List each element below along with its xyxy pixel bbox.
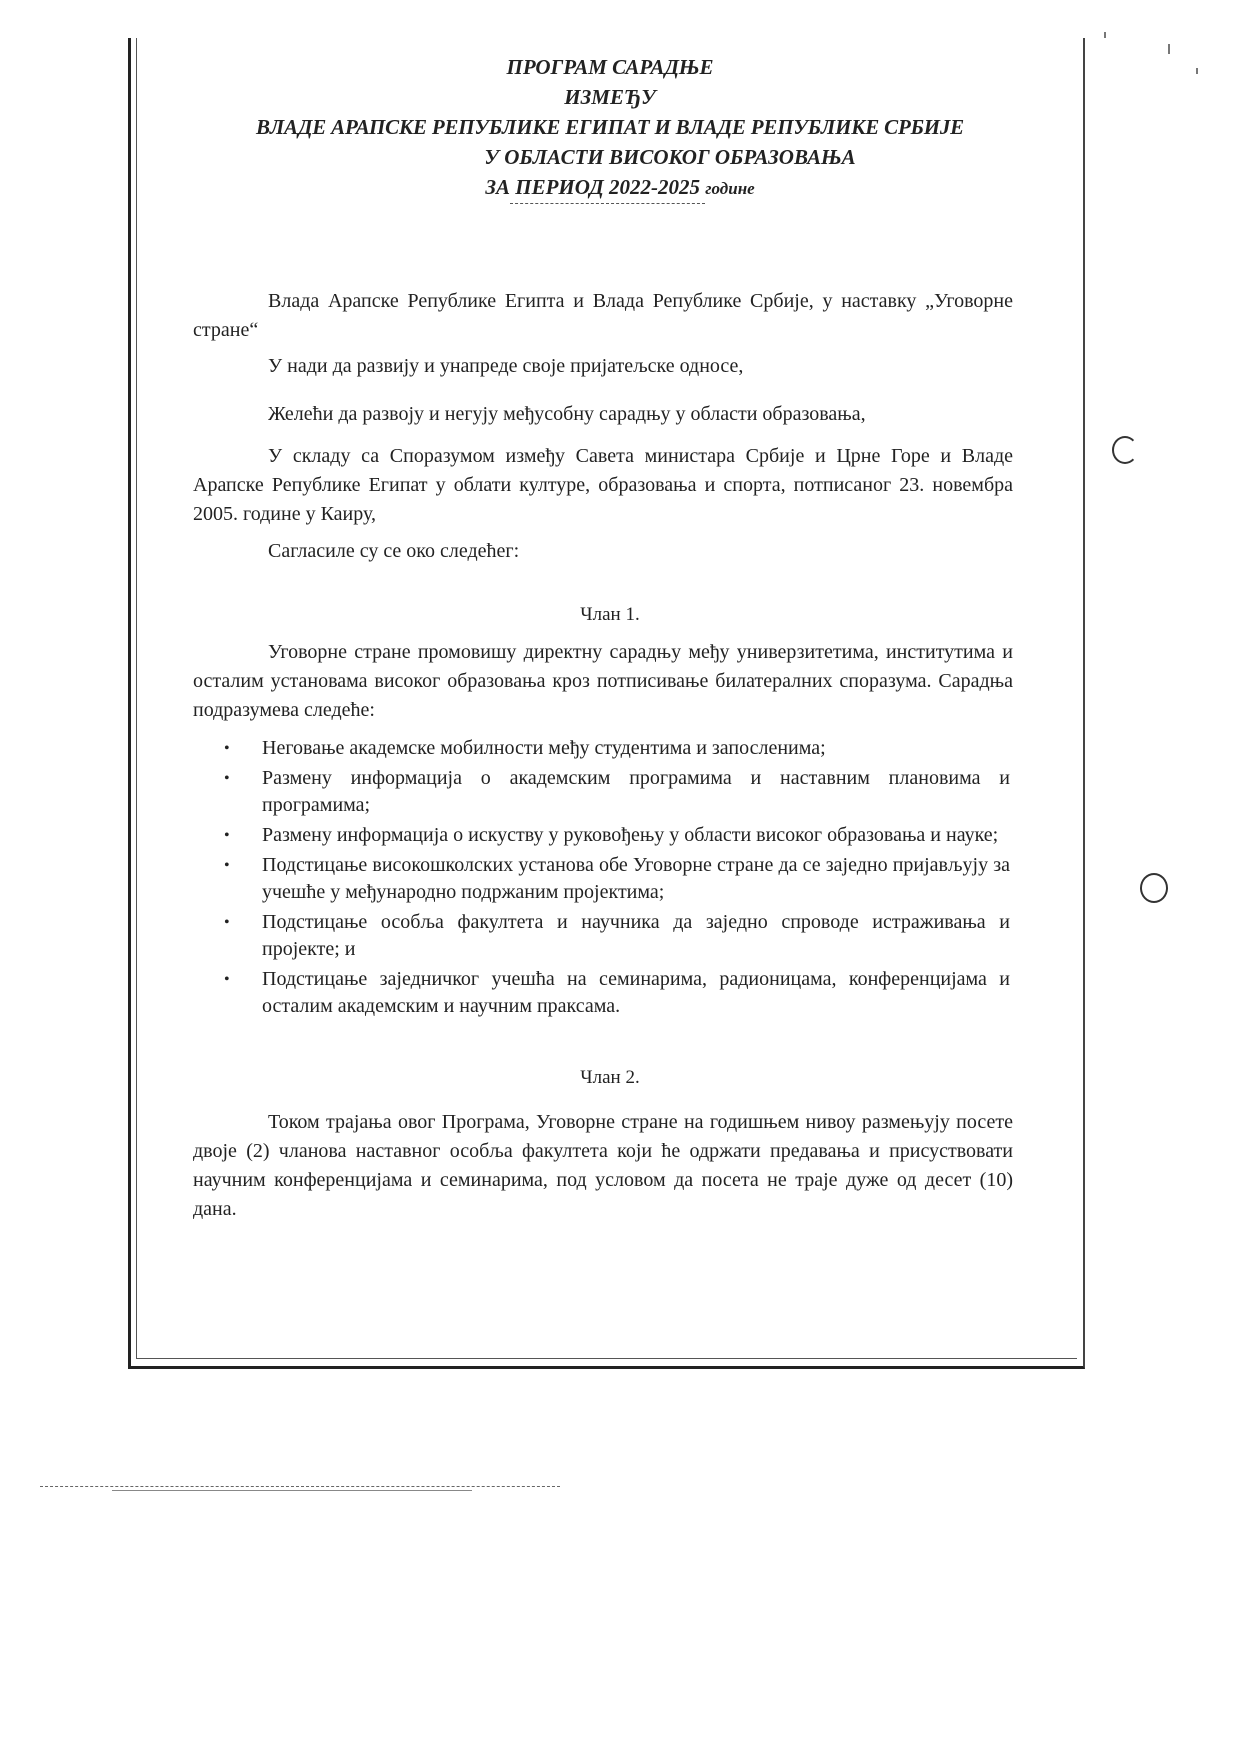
article-1-intro: Уговорне стране промовишу директну сарадњу међу универзитетима, институтима и осталим установама високог образовања кроз потписивање билатералних споразума. Сарадња подразумева следеће: xyxy=(193,641,1013,721)
title-line-1: ПРОГРАМ САРАДЊЕ xyxy=(506,55,714,79)
bullet-icon: • xyxy=(224,857,230,874)
scan-artifact-line xyxy=(40,1486,560,1487)
list-item xyxy=(220,735,1010,762)
paragraph-hope: У нади да развију и унапреде своје пријатељске односе, xyxy=(268,355,744,377)
list-item-text: Размену информација о искуству у руковођењу у области високог образовања и науке; xyxy=(262,824,999,846)
paragraph-accordance: У складу са Споразумом између Савета министара Србије и Црне Горе и Владе Арапске Републике Египат у облати културе, образовања и спорта, потписаног 23. новембра 2005. године у Каиру, xyxy=(193,445,1013,525)
title-line-4: У ОБЛАСТИ ВИСОКОГ ОБРАЗОВАЊА xyxy=(484,145,856,169)
article-2-heading: Члан 2. xyxy=(580,1067,640,1088)
title-year-suffix: године xyxy=(705,179,755,198)
paragraph-wishing: Желећи да развоју и негују међусобну сарадњу у области образовања, xyxy=(268,403,866,425)
list-item xyxy=(220,822,1010,849)
bullet-icon: • xyxy=(224,971,230,988)
article-1-heading: Члан 1. xyxy=(580,604,640,625)
scan-artifact-line xyxy=(112,1490,472,1491)
title-period: ЗА ПЕРИОД 2022-2025 xyxy=(485,175,700,199)
title-line-3: ВЛАДЕ АРАПСКЕ РЕПУБЛИКЕ ЕГИПАТ И ВЛАДЕ РЕПУБЛИКЕ СРБИЈЕ xyxy=(256,115,964,139)
list-item xyxy=(220,909,1010,963)
document-title xyxy=(140,52,1080,204)
bullet-icon: • xyxy=(224,740,230,757)
list-item-text: Подстицање високошколских установа обе Уговорне стране да се заједно пријављују за учешће у међународно подржаним пројектима; xyxy=(262,854,1010,903)
list-item xyxy=(220,765,1010,819)
scan-speck xyxy=(1196,68,1198,74)
list-item-text: Подстицање особља факултета и научника да заједно спроводе истраживања и пројекте; и xyxy=(262,911,1010,960)
article-1-list xyxy=(220,735,1010,1023)
bullet-icon: • xyxy=(224,827,230,844)
punch-hole-mark xyxy=(1140,873,1168,903)
title-line-2: ИЗМЕЂУ xyxy=(564,85,656,109)
title-underline xyxy=(510,203,705,204)
list-item xyxy=(220,966,1010,1020)
list-item xyxy=(220,852,1010,906)
article-2-text: Током трајања овог Програма, Уговорне стране на годишњем нивоу размењују посете двоје (2) чланова наставног особља факултета који ће одржати предавања и присуствовати научним конференцијама и семинарима, под условом да посета не траје дуже од десет (10) дана. xyxy=(193,1111,1013,1220)
scan-speck xyxy=(1168,44,1170,54)
list-item-text: Размену информација о академским програмима и наставним плановима и програмима; xyxy=(262,767,1010,816)
scan-speck xyxy=(1104,32,1106,38)
paragraph-parties: Влада Арапске Републике Египта и Влада Републике Србије, у наставку „Уговорне стране“ xyxy=(193,290,1013,341)
list-item-text: Подстицање заједничког учешћа на семинарима, радионицама, конференцијама и осталим академским и научним праксама. xyxy=(262,968,1010,1017)
title-line-5 xyxy=(140,172,1080,204)
bullet-icon: • xyxy=(224,914,230,931)
list-item-text: Неговање академске мобилности међу студентима и запосленима; xyxy=(262,737,826,759)
bullet-icon: • xyxy=(224,770,230,787)
punch-hole-mark xyxy=(1112,436,1138,464)
paragraph-agreed: Сагласиле су се око следећег: xyxy=(268,540,520,562)
